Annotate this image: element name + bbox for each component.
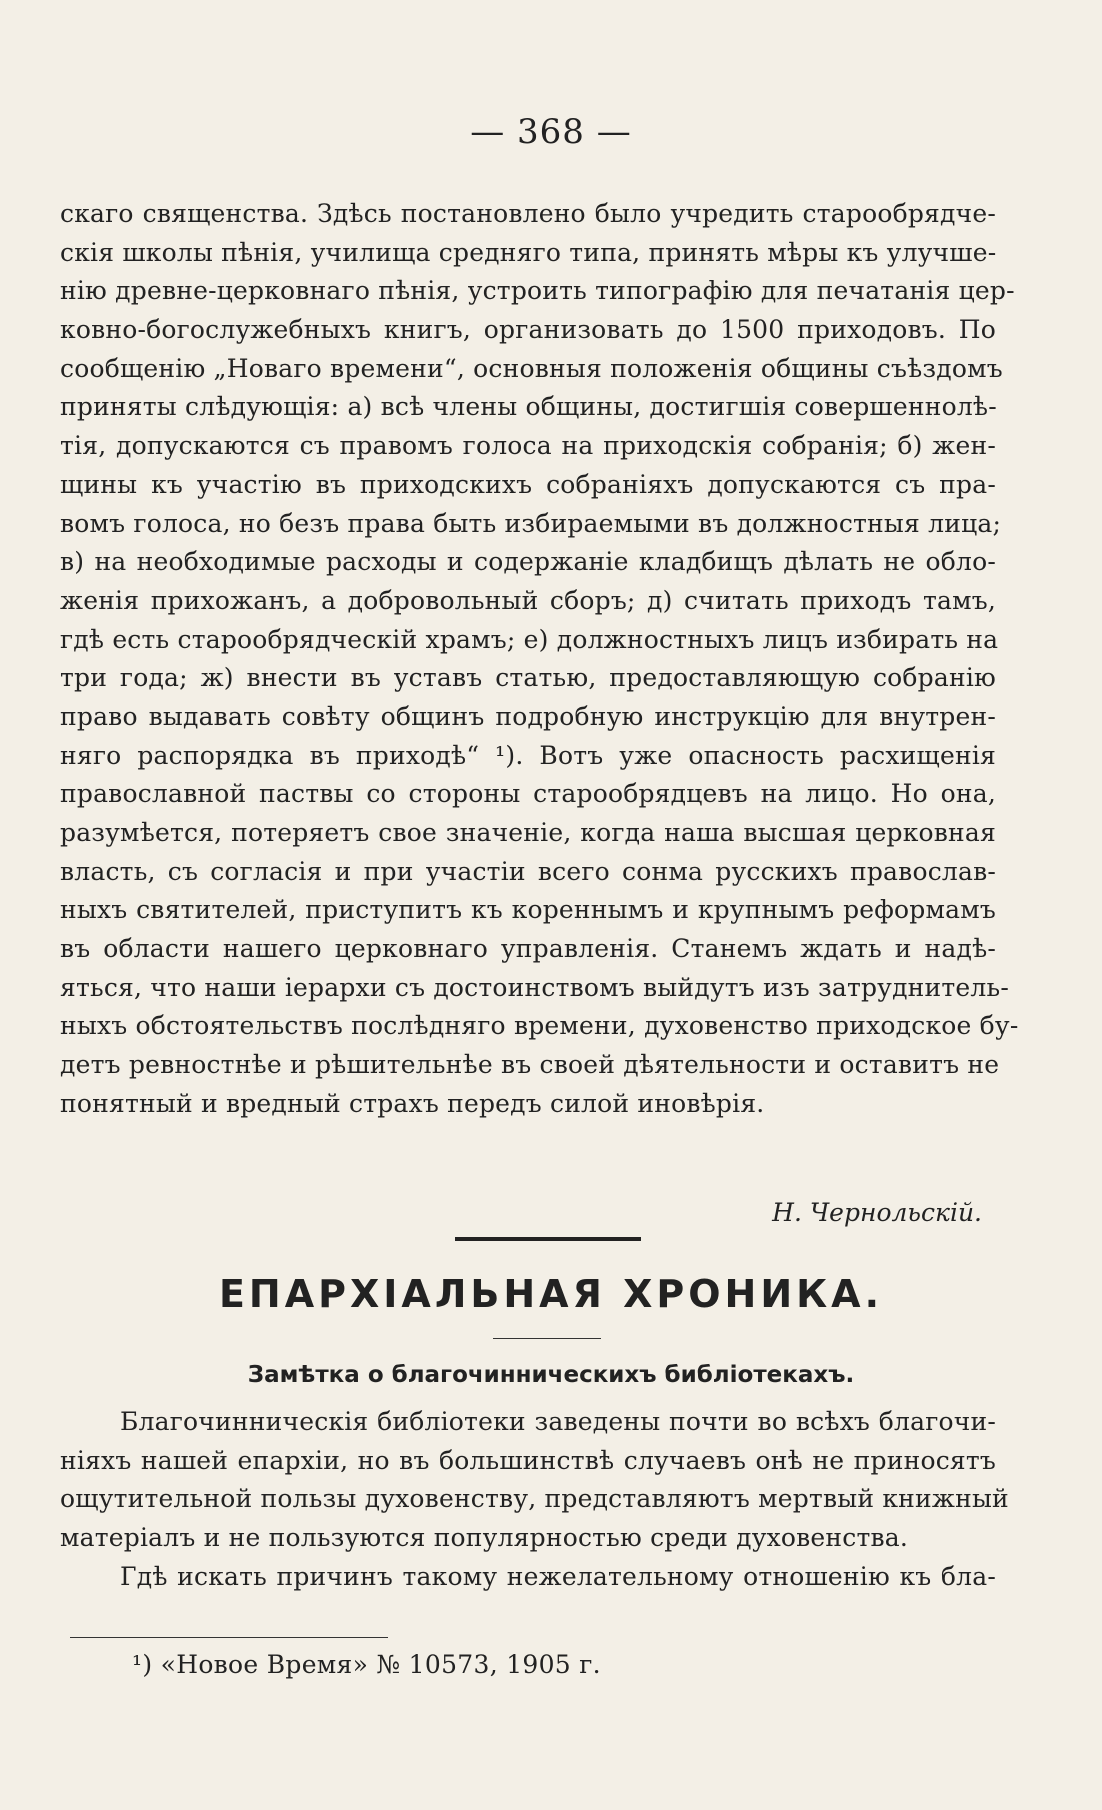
text-line: сообщенію „Новаго времени“, основныя положенія общины съѣздомъ [60, 353, 1003, 383]
text-line: нію древне-церковнаго пѣнія, устроить типографію для печатанія цер- [60, 276, 1015, 306]
text-line: ныхъ святителей, приступитъ къ кореннымъ и крупнымъ реформамъ [60, 895, 996, 925]
footnote: ¹) «Новое Время» № 10573, 1905 г. [132, 1650, 601, 1679]
section-title: ЕПАРХІАЛЬНАЯ ХРОНИКА. [218, 1272, 884, 1316]
text-line: скаго священства. Здѣсь постановлено было учредить старообрядче- [60, 199, 996, 228]
text-line: щины къ участію въ приходскихъ собраніяхъ допускаются съ пра- [60, 469, 996, 499]
text-line: вомъ голоса, но безъ права быть избираемыми въ должностныя лица; [60, 508, 1002, 538]
text-line: въ области нашего церковнаго управленія. Станемъ ждать и надѣ- [60, 934, 996, 964]
text-line: понятный и вредный страхъ передъ силой иновѣрія. [60, 1088, 765, 1118]
text-line: ніяхъ нашей епархіи, но въ большинствѣ случаевъ онѣ не приносятъ [60, 1445, 996, 1475]
text-line: ныхъ обстоятельствъ послѣдняго времени, духовенство приходское бу- [60, 1011, 1019, 1041]
text-line: детъ ревностнѣе и рѣшительнѣе въ своей дѣятельности и оставитъ не [60, 1050, 1000, 1080]
text-line: матеріалъ и не пользуются популярностью среди духовенства. [60, 1523, 909, 1553]
text-line: яться, что наши іерархи съ достоинствомъ выйдутъ изъ затруднитель- [60, 972, 1009, 1002]
text-line: православной паствы со стороны старообрядцевъ на лицо. Но она, [60, 779, 996, 809]
text-line: власть, съ согласія и при участіи всего сонма русскихъ православ- [60, 856, 996, 886]
text-line: приняты слѣдующія: а) всѣ члены общины, достигшія совершеннолѣ- [60, 392, 997, 422]
text-line: Благочинническія библіотеки заведены почти во всѣхъ благочи- [120, 1407, 996, 1436]
text-line: женія прихожанъ, а добровольный сборъ; д) считать приходъ тамъ, [60, 585, 996, 615]
text-line: разумѣется, потеряетъ свое значеніе, когда наша высшая церковная [60, 818, 996, 847]
page-number: — 368 — [470, 112, 632, 152]
text-line: ощутительной пользы духовенству, представляютъ мертвый книжный [60, 1484, 1009, 1514]
text-line: ковно-богослужебныхъ книгъ, организовать до 1500 приходовъ. По [60, 315, 996, 345]
text-line: няго распорядка въ приходѣ“ ¹). Вотъ уже опасность расхищенія [60, 740, 996, 770]
text-line: в) на необходимые расходы и содержаніе кладбищъ дѣлать не обло- [60, 547, 996, 577]
text-line: три года; ж) внести въ уставъ статью, предоставляющую собранію [60, 663, 996, 693]
text-line: гдѣ есть старообрядческій храмъ; е) должностныхъ лицъ избирать на [60, 624, 999, 654]
note-body [60, 1403, 1009, 1596]
text-line: тія, допускаются съ правомъ голоса на приходскія собранія; б) жен- [60, 431, 996, 461]
section-subtitle: Замѣтка о благочинническихъ библіотекахъ. [247, 1362, 855, 1388]
author-signature: Н. Чернольскій. [772, 1198, 982, 1227]
article-body [60, 195, 1019, 1124]
footnote-divider [70, 1637, 388, 1638]
text-line: Гдѣ искать причинъ такому нежелательному отношенію къ бла- [120, 1561, 996, 1591]
section-divider [455, 1237, 641, 1241]
title-divider [493, 1338, 601, 1339]
text-line: право выдавать совѣту общинъ подробную инструкцію для внутрен- [60, 701, 996, 731]
text-line: скія школы пѣнія, училища средняго типа, принять мѣры къ улучше- [60, 237, 997, 267]
